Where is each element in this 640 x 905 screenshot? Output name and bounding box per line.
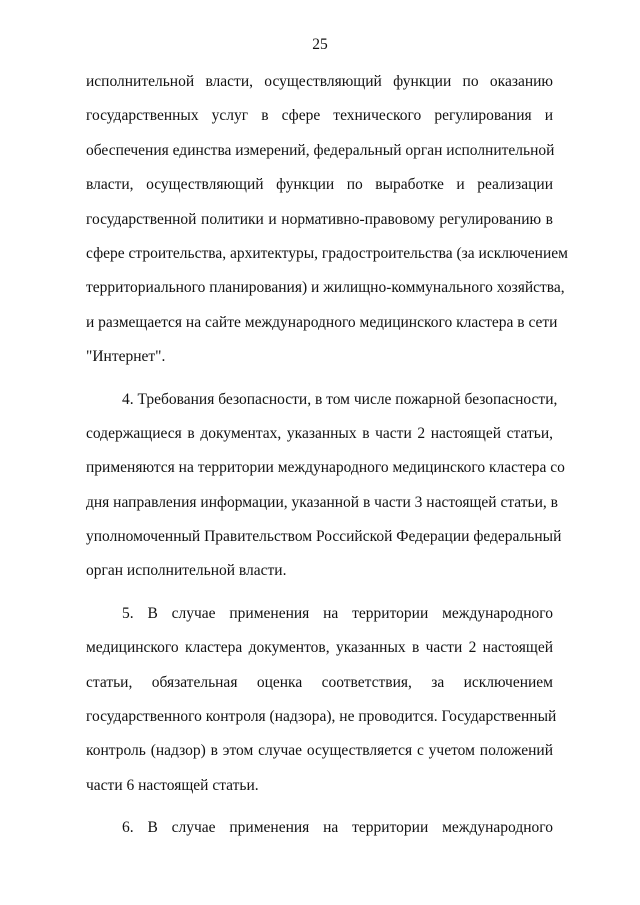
text-line: содержащиеся в документах, указанных в части 2 настоящей статьи, [86,424,553,442]
text-line: "Интернет". [86,348,166,366]
paragraph [86,604,557,810]
page-number: 25 [312,36,328,53]
document-body [86,72,568,853]
text-line: исполнительной власти, осуществляющий функции по оказанию [86,73,553,90]
text-line: статьи, обязательная оценка соответствия, за исключением [86,673,553,691]
text-line: государственного контроля (надзора), не проводится. Государственный [86,708,557,726]
text-line: части 6 настоящей статьи. [86,776,259,794]
text-line: медицинского кластера документов, указанных в части 2 настоящей [86,639,553,657]
text-line: власти, осуществляющий функции по выработке и реализации [86,176,553,194]
text-line: применяются на территории международного медицинского кластера со [86,459,565,477]
paragraph [86,390,565,596]
paragraph [86,72,568,382]
text-line: орган исполнительной власти. [86,562,287,580]
text-line: государственных услуг в сфере технического регулирования и [86,107,553,125]
text-line: 4. Требования безопасности, в том числе пожарной безопасности, [122,390,558,408]
text-line: территориального планирования) и жилищно-коммунального хозяйства, [86,279,565,297]
text-line: государственной политики и нормативно-правовому регулированию в [86,210,553,228]
text-line: дня направления информации, указанной в части 3 настоящей статьи, в [86,493,558,511]
text-line: уполномоченный Правительством Российской Федерации федеральный [86,528,562,546]
text-line: сфере строительства, архитектуры, градостроительства (за исключением [86,244,568,262]
text-line: 5. В случае применения на территории международного [122,604,553,622]
text-line: контроль (надзор) в этом случае осуществляется с учетом положений [86,742,553,760]
text-line: 6. В случае применения на территории международного [122,819,553,837]
text-line: и размещается на сайте международного медицинского кластера в сети [86,313,558,331]
paragraph [86,818,553,852]
text-line: обеспечения единства измерений, федеральный орган исполнительной [86,141,555,159]
